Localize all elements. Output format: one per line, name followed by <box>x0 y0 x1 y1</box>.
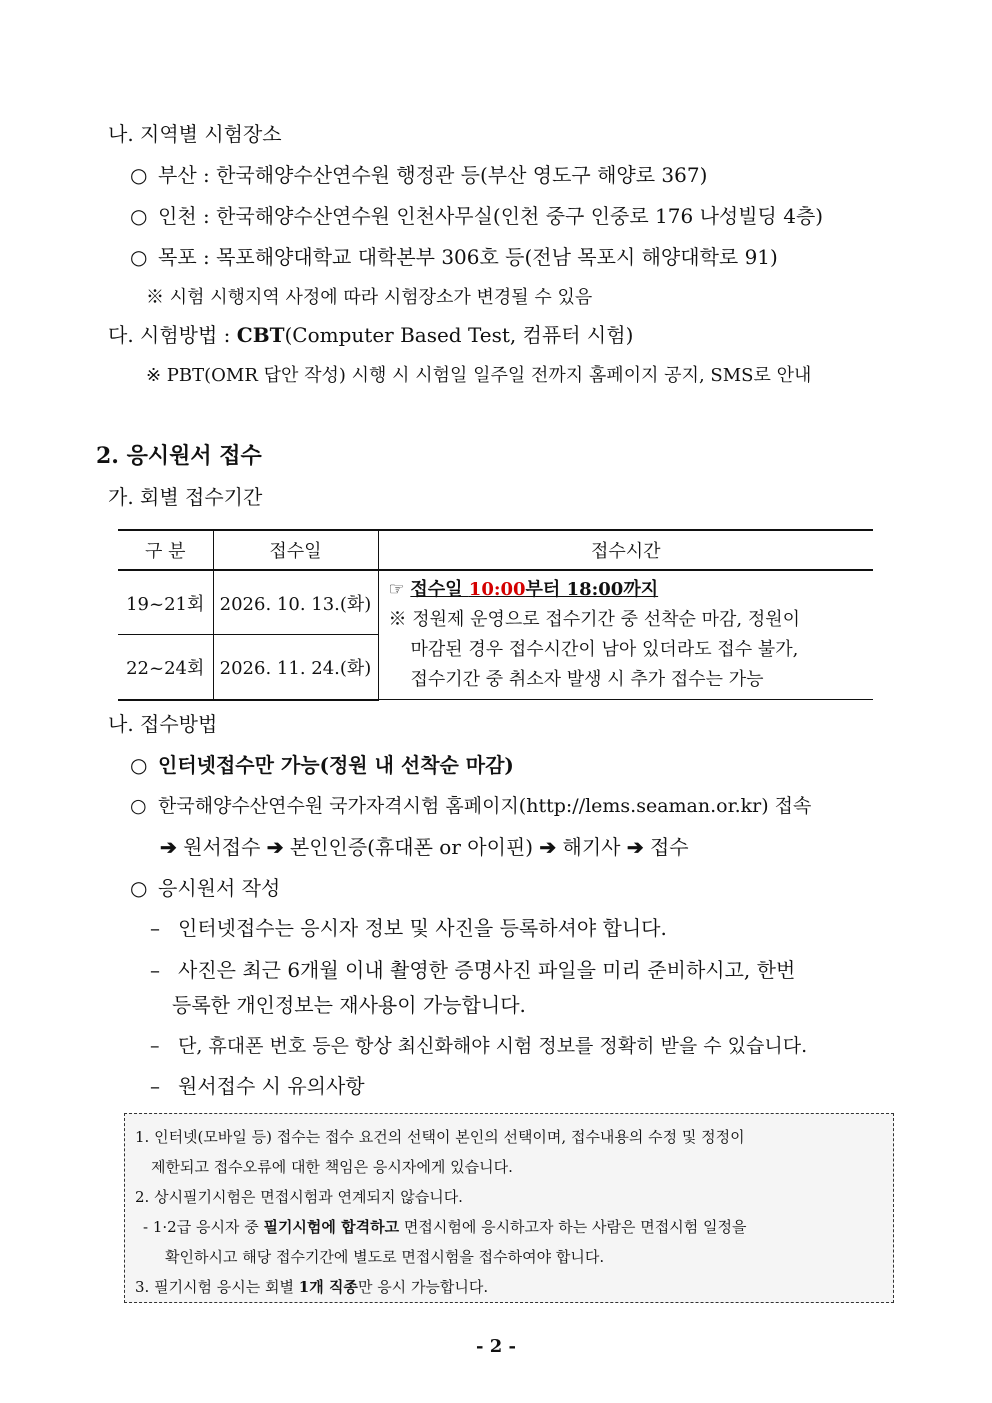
circle-bullet-icon: ○ <box>130 753 148 777</box>
location-text: 목포 : 목포해양대학교 대학본부 306호 등(전남 목포시 해양대학로 91) <box>158 245 778 269</box>
dash-bullet-icon: – <box>150 1074 160 1098</box>
apply-method-site: ○ 한국해양수산연수원 국가자격시험 홈페이지(http://lems.seaman.or.kr) 접속 <box>130 795 812 817</box>
location-text: 부산 : 한국해양수산연수원 행정관 등(부산 영도구 해양로 367) <box>158 163 708 187</box>
time-note-line: 마감된 경우 접수시간이 남아 있더라도 접수 불가, <box>410 639 799 660</box>
header-time: 접수시간 <box>378 530 873 570</box>
dash-bullet-icon: – <box>150 1035 160 1057</box>
method-note: ※ PBT(OMR 답안 작성) 시행 시 시험일 일주일 전까지 홈페이지 공지, SMS로 안내 <box>146 365 812 386</box>
circle-bullet-icon: ○ <box>130 795 147 817</box>
notice-line: 2. 상시필기시험은 면접시험과 연계되지 않습니다. <box>135 1188 463 1206</box>
header-round: 구 분 <box>118 530 213 570</box>
dash-bullet-icon: – <box>150 958 160 982</box>
form-note: – 인터넷접수는 응시자 정보 및 사진을 등록하셔야 합니다. <box>150 916 667 940</box>
form-note-cont: 등록한 개인정보는 재사용이 가능합니다. <box>172 993 526 1017</box>
header-date: 접수일 <box>213 530 378 570</box>
date-cell: 2026. 11. 24.(화) <box>213 635 378 700</box>
location-item-busan <box>130 162 707 188</box>
method-heading: 다. 시험방법 : CBT(Computer Based Test, 컴퓨터 시험) <box>108 323 634 347</box>
time-line: ☞ 접수일 10:00부터 18:00까지 <box>388 579 659 600</box>
location-text: 인천 : 한국해양수산연수원 인천사무실(인천 중구 인중로 176 나성빌딩 4층) <box>158 204 824 228</box>
apply-flow <box>160 834 689 860</box>
start-time: 10:00 <box>468 579 526 600</box>
circle-bullet-icon: ○ <box>130 204 148 228</box>
flow-step: 접수 <box>649 835 689 859</box>
table-header-row <box>118 530 873 570</box>
notice-line: - 1·2급 응시자 중 필기시험에 합격하고 면접시험에 응시하고자 하는 사람은 면접시험 일정을 <box>143 1218 747 1236</box>
form-note: – 원서접수 시 유의사항 <box>150 1074 365 1098</box>
arrow-right-icon: ➔ <box>266 835 284 859</box>
round-cell: 19~21회 <box>118 570 213 635</box>
notice-box <box>124 1113 894 1303</box>
arrow-right-icon: ➔ <box>539 835 557 859</box>
circle-bullet-icon: ○ <box>130 163 148 187</box>
date-cell: 2026. 10. 13.(화) <box>213 570 378 635</box>
form-note: – 단, 휴대폰 번호 등은 항상 최신화해야 시험 정보를 정확히 받을 수 있습니다. <box>150 1035 808 1057</box>
notice-line: 3. 필기시험 응시는 회별 1개 직종만 응시 가능합니다. <box>135 1278 489 1296</box>
time-note-line: ※ 정원제 운영으로 접수기간 중 선착순 마감, 정원이 <box>388 609 801 630</box>
arrow-right-icon: ➔ <box>160 835 177 859</box>
cbt-label: CBT <box>236 323 285 347</box>
time-cell <box>378 570 873 700</box>
form-note: – 사진은 최근 6개월 이내 촬영한 증명사진 파일을 미리 준비하시고, 한번 <box>150 958 796 982</box>
location-note: ※ 시험 시행지역 사정에 따라 시험장소가 변경될 수 있음 <box>146 287 593 308</box>
apply-method-form: ○ 응시원서 작성 <box>130 876 281 900</box>
location-item-mokpo <box>130 244 778 270</box>
circle-bullet-icon: ○ <box>130 245 148 269</box>
section2-title: 2. 응시원서 접수 <box>96 443 262 469</box>
page-number: - 2 - <box>476 1336 516 1357</box>
arrow-right-icon: ➔ <box>626 835 644 859</box>
flow-step: 본인인증(휴대폰 or 아이핀) <box>289 835 534 859</box>
notice-line: 확인하시고 해당 접수기간에 별도로 면접시험을 접수하여야 합니다. <box>165 1248 605 1266</box>
location-item-incheon <box>130 203 823 229</box>
circle-bullet-icon: ○ <box>130 876 148 900</box>
dash-bullet-icon: – <box>150 916 160 940</box>
time-note-line: 접수기간 중 취소자 발생 시 추가 접수는 가능 <box>410 669 764 690</box>
round-cell: 22~24회 <box>118 635 213 700</box>
apply-method-internet: ○ 인터넷접수만 가능(정원 내 선착순 마감) <box>130 753 514 777</box>
location-heading: 나. 지역별 시험장소 <box>108 122 282 146</box>
apply-method-heading: 나. 접수방법 <box>108 712 218 736</box>
notice-line: 제한되고 접수오류에 대한 책임은 응시자에게 있습니다. <box>151 1158 513 1176</box>
flow-step: 원서접수 <box>183 835 261 859</box>
table-row <box>118 570 873 635</box>
flow-step: 해기사 <box>562 835 621 859</box>
pointing-hand-icon: ☞ <box>388 579 411 600</box>
schedule-heading: 가. 회별 접수기간 <box>108 485 263 509</box>
schedule-table <box>118 529 873 701</box>
notice-line: 1. 인터넷(모바일 등) 접수는 접수 요건의 선택이 본인의 선택이며, 접수내용의 수정 및 정정이 <box>135 1128 745 1146</box>
